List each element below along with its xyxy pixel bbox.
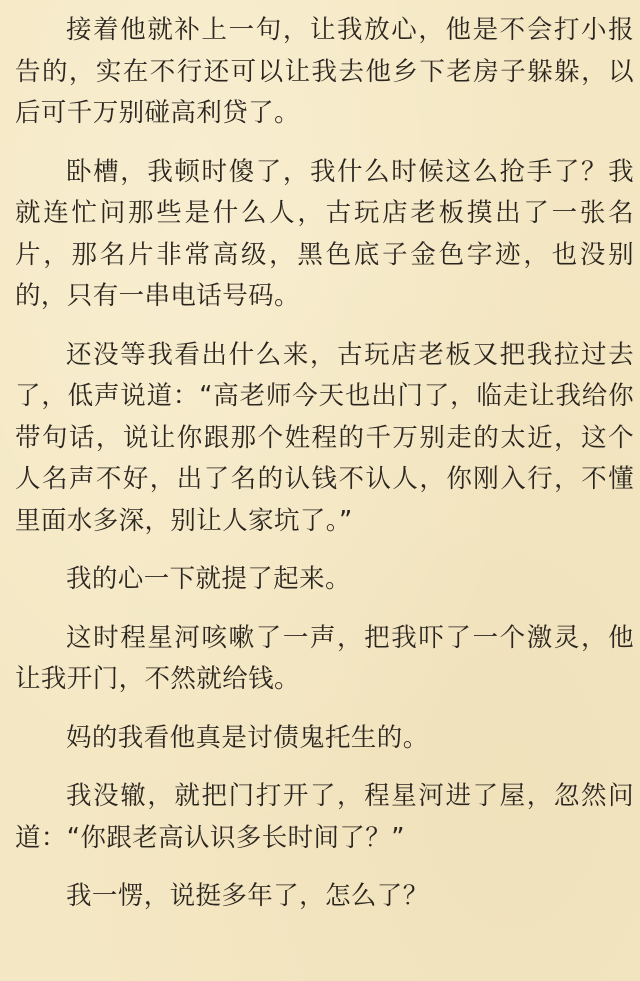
paragraph-7: 我没辙，就把门打开了，程星河进了屋，忽然问道：“你跟老高认识多长时间了？” bbox=[15, 781, 634, 853]
paragraph-2: 卧槽，我顿时傻了，我什么时候这么抢手了？我就连忙问那些是什么人，古玩店老板摸出了一张名片，那名片非常高级，黑色底子金色字迹，也没别的，只有一串电话号码。 bbox=[15, 156, 634, 311]
paragraph-4: 我的心一下就提了起来。 bbox=[66, 564, 351, 594]
paragraph-6: 妈的我看他真是讨债鬼托生的。 bbox=[66, 722, 429, 753]
paragraph-1: 接着他就补上一句，让我放心，他是不会打小报告的，实在不行还可以让我去他乡下老房子躲躲，以后可千万别碰高利贷了。 bbox=[15, 15, 634, 128]
paragraph-3: 还没等我看出什么来，古玩店老板又把我拉过去了，低声说道：“高老师今天也出门了，临走让我给你带句话，说让你跟那个姓程的千万别走的太近，这个人名声不好，出了名的认钱不认人，你刚入行，不懂里面水多深，别让人家坑了。” bbox=[15, 339, 634, 536]
paragraph-5: 这时程星河咳嗽了一声，把我吓了一个激灵，他让我开门，不然就给钱。 bbox=[15, 622, 634, 694]
paragraph-8: 我一愣，说挺多年了，怎么了？ bbox=[66, 881, 429, 911]
